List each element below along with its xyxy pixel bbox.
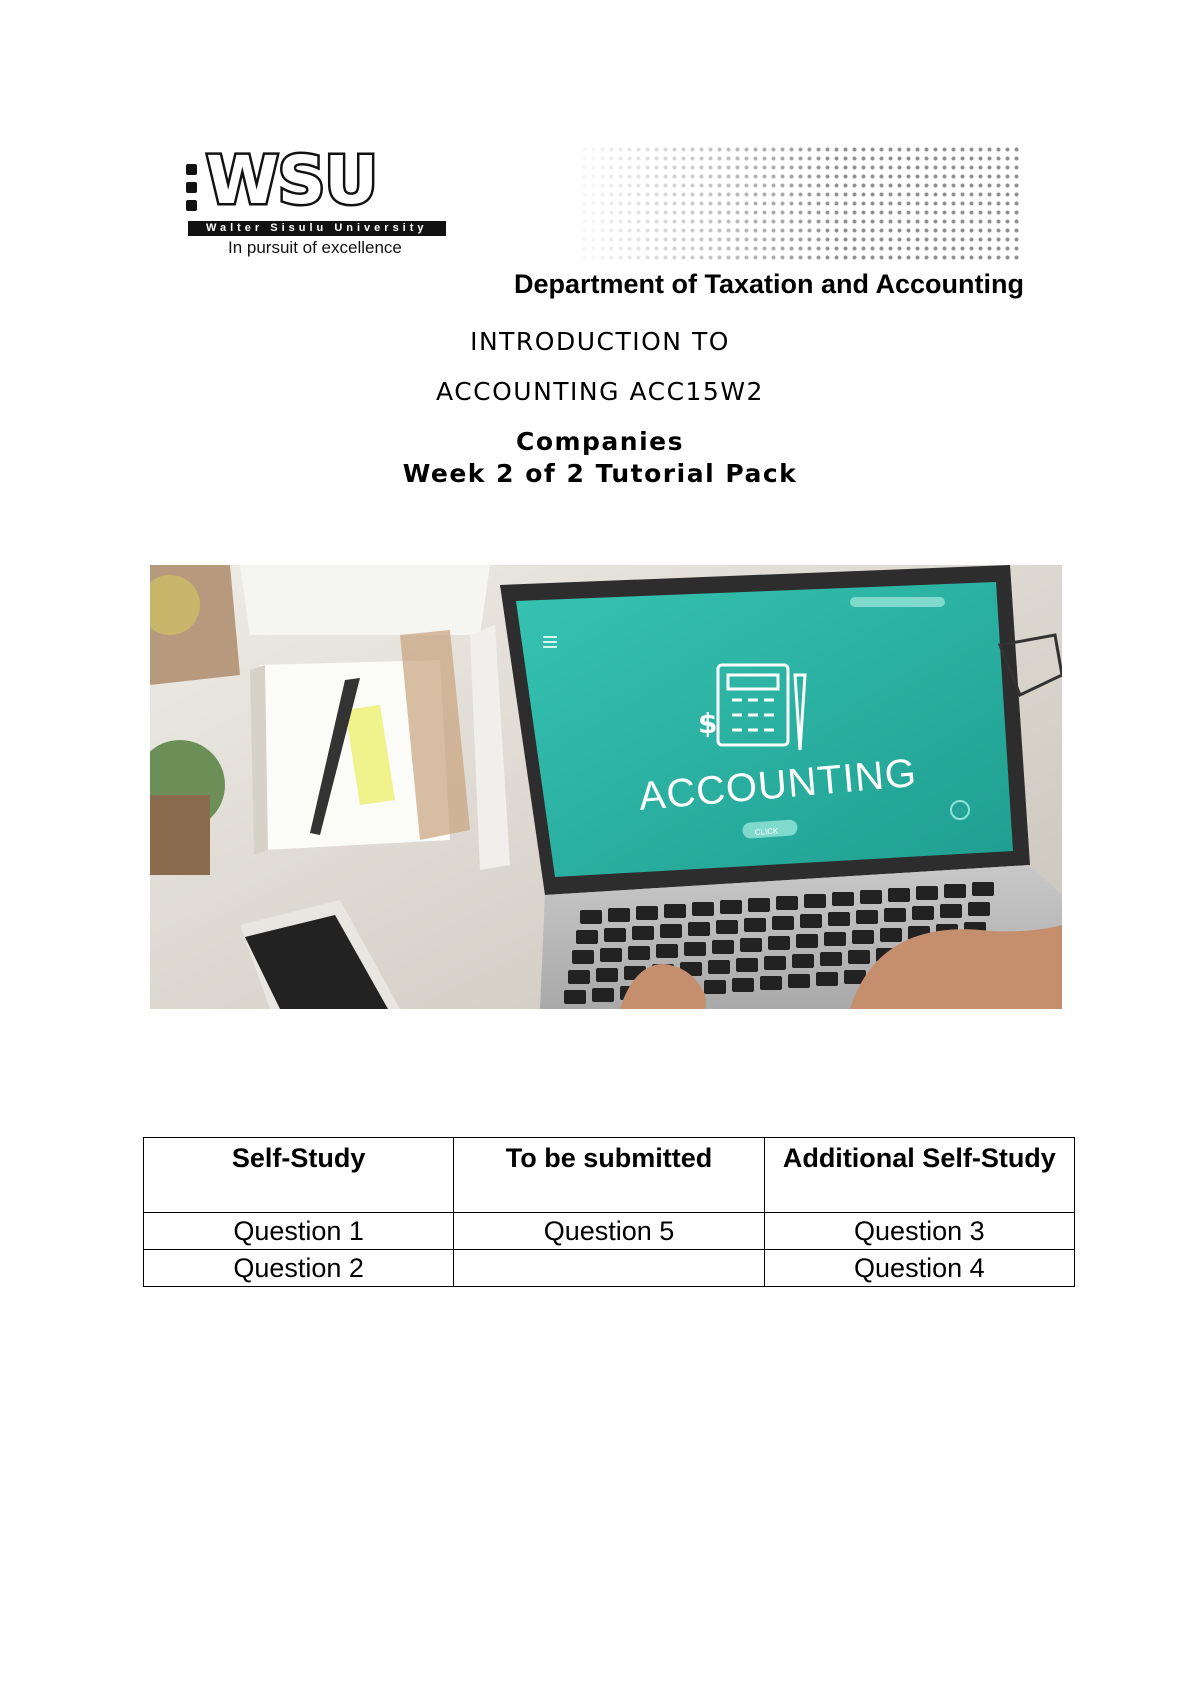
table-cell: Question 4 [764, 1250, 1074, 1287]
logo-wordmark: WSU [206, 142, 377, 219]
svg-text:$: $ [698, 707, 718, 740]
logo-tagline: In pursuit of excellence [228, 238, 402, 257]
table-cell [454, 1250, 764, 1287]
screen-accounting-text: ACCOUNTING [636, 750, 919, 819]
header-to-be-submitted: To be submitted [454, 1138, 764, 1213]
table-header-row [144, 1138, 1075, 1213]
header-self-study: Self-Study [144, 1138, 454, 1213]
question-schedule-table [143, 1137, 1075, 1287]
table-cell: Question 5 [454, 1213, 764, 1250]
table-cell: Question 1 [144, 1213, 454, 1250]
logo-dots [186, 164, 200, 218]
logo-university-bar: Walter Sisulu University [188, 221, 446, 236]
wsu-logo [186, 142, 451, 258]
tutorial-pack-title: Week 2 of 2 Tutorial Pack [402, 459, 798, 488]
table-cell: Question 3 [764, 1213, 1074, 1250]
table-row [144, 1213, 1075, 1250]
table-row [144, 1250, 1075, 1287]
course-title-line-2: ACCOUNTING ACC15W2 [436, 377, 764, 406]
department-heading: Department of Taxation and Accounting [513, 269, 1024, 299]
table-cell: Question 2 [144, 1250, 454, 1287]
header-additional-self-study: Additional Self-Study [764, 1138, 1074, 1213]
course-title-line-1: INTRODUCTION TO [470, 327, 730, 356]
halftone-decoration [580, 145, 1020, 263]
topic-title: Companies [515, 427, 685, 456]
screen-click-button-text: CLICK [754, 826, 779, 837]
laptop-accounting-photo [150, 565, 1062, 1009]
